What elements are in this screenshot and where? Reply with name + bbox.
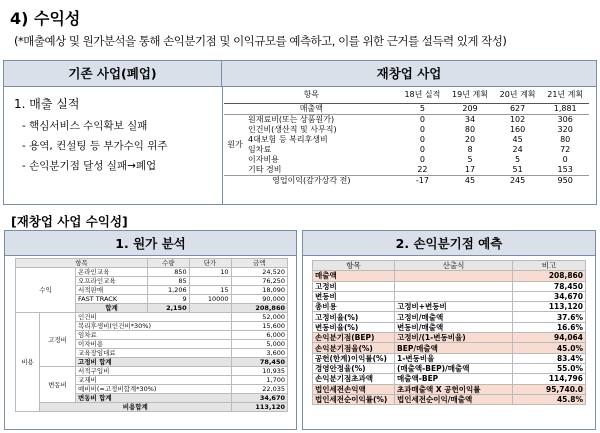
- cell: 손익분기점(BEP): [313, 333, 395, 343]
- cell: 3,600: [231, 349, 287, 358]
- cell: 매출액: [313, 271, 395, 281]
- cell: 208,860: [231, 304, 287, 313]
- cost-group-label: 원가: [227, 139, 243, 149]
- existing-business-content: [14, 95, 168, 178]
- cell: 1,206: [147, 286, 189, 295]
- cell: 102: [509, 114, 526, 124]
- cell: [395, 281, 513, 291]
- col-2021: 21년 계획: [541, 88, 589, 103]
- cell: 114,796: [513, 374, 586, 384]
- cell: 0: [419, 154, 425, 164]
- col-item: 항목: [224, 88, 399, 103]
- cell: 5: [467, 154, 473, 164]
- cell: 83.4%: [513, 353, 586, 363]
- table-row: [16, 403, 288, 412]
- cell: 80: [464, 124, 476, 134]
- table-header-row: [313, 261, 586, 271]
- cell: 비용합계: [40, 403, 232, 412]
- list-item: - 손익분기점 달성 실패→폐업: [22, 160, 157, 172]
- cell: 임차료: [248, 144, 272, 154]
- table-row: [313, 394, 586, 404]
- cell: 고정비+변동비: [395, 302, 513, 312]
- table-row: [313, 312, 586, 322]
- cell: 78,450: [231, 358, 287, 367]
- cell: 0: [419, 134, 425, 144]
- table-row: [16, 313, 288, 322]
- cell: 113,120: [231, 403, 287, 412]
- cell: 950: [541, 175, 589, 186]
- cell: 원재료비(또는 상품원가): [248, 114, 335, 124]
- cell: 80: [560, 134, 571, 144]
- restart-business-header: 재창업 사업: [376, 66, 442, 81]
- cell: 0: [562, 154, 568, 164]
- cell: 153: [557, 164, 573, 174]
- table-row: [224, 114, 589, 125]
- revenue-label: 매출액: [224, 103, 399, 114]
- cell: 이자비용: [76, 340, 232, 349]
- table-row: [313, 384, 586, 394]
- cell: 1,881: [541, 103, 589, 114]
- table-row: [16, 268, 288, 277]
- cell: 5: [399, 103, 447, 114]
- cost-analysis-table: [15, 258, 288, 412]
- cell: 변동비/매출액: [395, 322, 513, 332]
- cell: 55.0%: [513, 363, 586, 373]
- cell: FAST TRACK: [76, 295, 148, 304]
- col-item: 항목: [16, 259, 148, 268]
- cell: 기타 경비: [248, 164, 282, 174]
- cell: 교재비: [76, 376, 232, 385]
- cell: 18,090: [231, 286, 287, 295]
- col-item: 항목: [313, 261, 395, 271]
- comparison-header: [4, 61, 596, 87]
- cell: 17: [464, 164, 476, 174]
- table-row: [224, 145, 589, 155]
- section-label: [재창업 사업 수익성]: [11, 214, 128, 229]
- cell: 9: [147, 295, 189, 304]
- page-title: 4) 수익성: [10, 9, 81, 28]
- sales-record-heading: 1. 매출 실적: [14, 97, 80, 111]
- existing-business-header: 기존 사업(폐업): [4, 61, 222, 87]
- cell: 52,000: [231, 313, 287, 322]
- table-row: [313, 353, 586, 363]
- cell: 0: [419, 114, 425, 124]
- cell: 고정비 합계: [76, 358, 232, 367]
- restart-plan-table: [224, 88, 589, 186]
- table-header-row: [224, 88, 589, 103]
- cell: 2,150: [147, 304, 189, 313]
- cell: 손익분기점초과액: [313, 374, 395, 384]
- cell: 인건비: [76, 313, 232, 322]
- table-header-row: [16, 259, 288, 268]
- cell: 인건비(생산직 및 사무직): [248, 124, 337, 134]
- table-row: [224, 103, 589, 114]
- cell: 임차료: [76, 331, 232, 340]
- cell: 5,000: [231, 340, 287, 349]
- cell: 95,740.0: [513, 384, 586, 394]
- col-2019: 19년 계획: [446, 88, 494, 103]
- table-row: [313, 374, 586, 384]
- cell: 이자비용: [248, 154, 279, 164]
- cell: 320: [557, 124, 573, 134]
- cell: 45: [446, 175, 494, 186]
- col-note: 비고: [513, 261, 586, 271]
- table-row: [224, 175, 589, 186]
- cell: -17: [399, 175, 447, 186]
- table-row: [224, 135, 589, 145]
- cell: 손익분기점율(%): [313, 343, 395, 353]
- cell: 1,700: [231, 376, 287, 385]
- cell: 고정비/매출액: [395, 312, 513, 322]
- bep-header: 2. 손익분기점 예측: [303, 231, 595, 256]
- cell: 10000: [189, 295, 231, 304]
- cell: 6,000: [231, 331, 287, 340]
- cell: 고정비/(1-변동비율): [395, 333, 513, 343]
- cell: 복리후생비(인건비*30%): [76, 322, 232, 331]
- table-row: [313, 281, 586, 291]
- cell: 총비용: [313, 302, 395, 312]
- expense-group-label: 비용: [16, 313, 40, 412]
- table-row: [313, 343, 586, 353]
- cell: [395, 271, 513, 281]
- cell: (매출액-BEP)/매출액: [395, 363, 513, 373]
- cell: 온라인교육: [76, 268, 148, 277]
- cell: 법인세전순이익/매출액: [395, 394, 513, 404]
- table-row: [313, 291, 586, 301]
- cell: 합계: [76, 304, 148, 313]
- cell: 변동비 합계: [76, 394, 232, 403]
- revenue-group-label: 수익: [16, 268, 76, 313]
- variable-group-label: 변동비: [40, 367, 76, 403]
- cell: 변동비: [313, 291, 395, 301]
- table-row: [313, 333, 586, 343]
- table-row: [16, 367, 288, 376]
- cell: [189, 277, 231, 286]
- cell: 1-변동비율: [395, 353, 513, 363]
- bep-panel: [302, 230, 596, 430]
- cell: 15: [189, 286, 231, 295]
- cell: 변동비율(%): [313, 322, 395, 332]
- table-row: [224, 155, 589, 165]
- cell: 매출액-BEP: [395, 374, 513, 384]
- cell: 공헌(한계)이익률(%): [313, 353, 395, 363]
- cell: 85: [147, 277, 189, 286]
- cell: 15,600: [231, 322, 287, 331]
- cell: 78,450: [513, 281, 586, 291]
- page-subtitle: (*매출예상 및 원가분석을 통해 손익분기점 및 이익규모를 예측하고, 이를 위한 근거를 설득력 있게 작성): [14, 34, 507, 48]
- cell: 10: [189, 268, 231, 277]
- cell: 고정비: [313, 281, 395, 291]
- cell: 850: [147, 268, 189, 277]
- cell: [395, 291, 513, 301]
- table-row: [313, 271, 586, 281]
- cell: 오프라인교육: [76, 277, 148, 286]
- col-2020: 20년 계획: [494, 88, 542, 103]
- cell: 45.8%: [513, 394, 586, 404]
- cell: 경영안정율(%): [313, 363, 395, 373]
- cost-analysis-header: 1. 원가 분석: [5, 231, 296, 256]
- col-qty: 수량: [147, 259, 189, 268]
- cell: 90,000: [231, 295, 287, 304]
- cell: 서적구입비: [76, 367, 232, 376]
- cell: 245: [494, 175, 542, 186]
- cell: 24: [512, 144, 523, 154]
- cell: 8: [467, 144, 473, 154]
- cell: 법인세전손익액: [313, 384, 395, 394]
- table-row: [224, 165, 589, 176]
- table-row: [224, 125, 589, 135]
- cell: 113,120: [513, 302, 586, 312]
- cell: 34: [464, 114, 476, 124]
- bep-table: [312, 260, 586, 405]
- cell: 94,064: [513, 333, 586, 343]
- cell: 76,250: [231, 277, 287, 286]
- cell: 45: [512, 134, 523, 144]
- cell: 208,860: [513, 271, 586, 281]
- cell: [189, 304, 231, 313]
- cell: 22,035: [231, 385, 287, 394]
- cell: 예비비(=고정비합계*30%): [76, 385, 232, 394]
- cell: 37.6%: [513, 312, 586, 322]
- cell: 5: [515, 154, 521, 164]
- list-item: - 핵심서비스 수익확보 실패: [22, 120, 148, 132]
- cell: 0: [419, 144, 425, 154]
- cell: 34,670: [231, 394, 287, 403]
- table-row: [313, 322, 586, 332]
- operating-profit-label: 영업이익(감가상각 전): [224, 175, 399, 186]
- cell: 20: [464, 134, 476, 144]
- table-row: [313, 302, 586, 312]
- cell: 교육장임대료: [76, 349, 232, 358]
- cell: 법인세전순이익률(%): [313, 394, 395, 404]
- cell: 306: [557, 114, 573, 124]
- cell: 45.0%: [513, 343, 586, 353]
- cell: 고정비율(%): [313, 312, 395, 322]
- cost-analysis-panel: [4, 230, 297, 430]
- cell: 209: [446, 103, 494, 114]
- fixed-group-label: 고정비: [40, 313, 76, 367]
- cell: 160: [509, 124, 526, 134]
- cell: 10,935: [231, 367, 287, 376]
- table-row: [313, 363, 586, 373]
- col-price: 단가: [189, 259, 231, 268]
- cell: 51: [512, 164, 523, 174]
- cell: 0: [419, 124, 425, 134]
- cell: 22: [417, 164, 428, 174]
- cell: 초과매출액 X 공헌이익률: [395, 384, 513, 394]
- col-2018: 18년 실적: [399, 88, 447, 103]
- cell: 4대보험 등 복리후생비: [248, 134, 328, 144]
- cell: 627: [494, 103, 542, 114]
- col-amount: 금액: [231, 259, 287, 268]
- cell: 24,520: [231, 268, 287, 277]
- cell: 72: [560, 144, 571, 154]
- cell: BEP/매출액: [395, 343, 513, 353]
- col-formula: 산출식: [395, 261, 513, 271]
- cell: 34,670: [513, 291, 586, 301]
- column-divider: [222, 87, 223, 204]
- cell: 16.6%: [513, 322, 586, 332]
- list-item: - 용역, 컨설팅 등 부가수익 위주: [22, 140, 168, 152]
- cell: 서적판매: [76, 286, 148, 295]
